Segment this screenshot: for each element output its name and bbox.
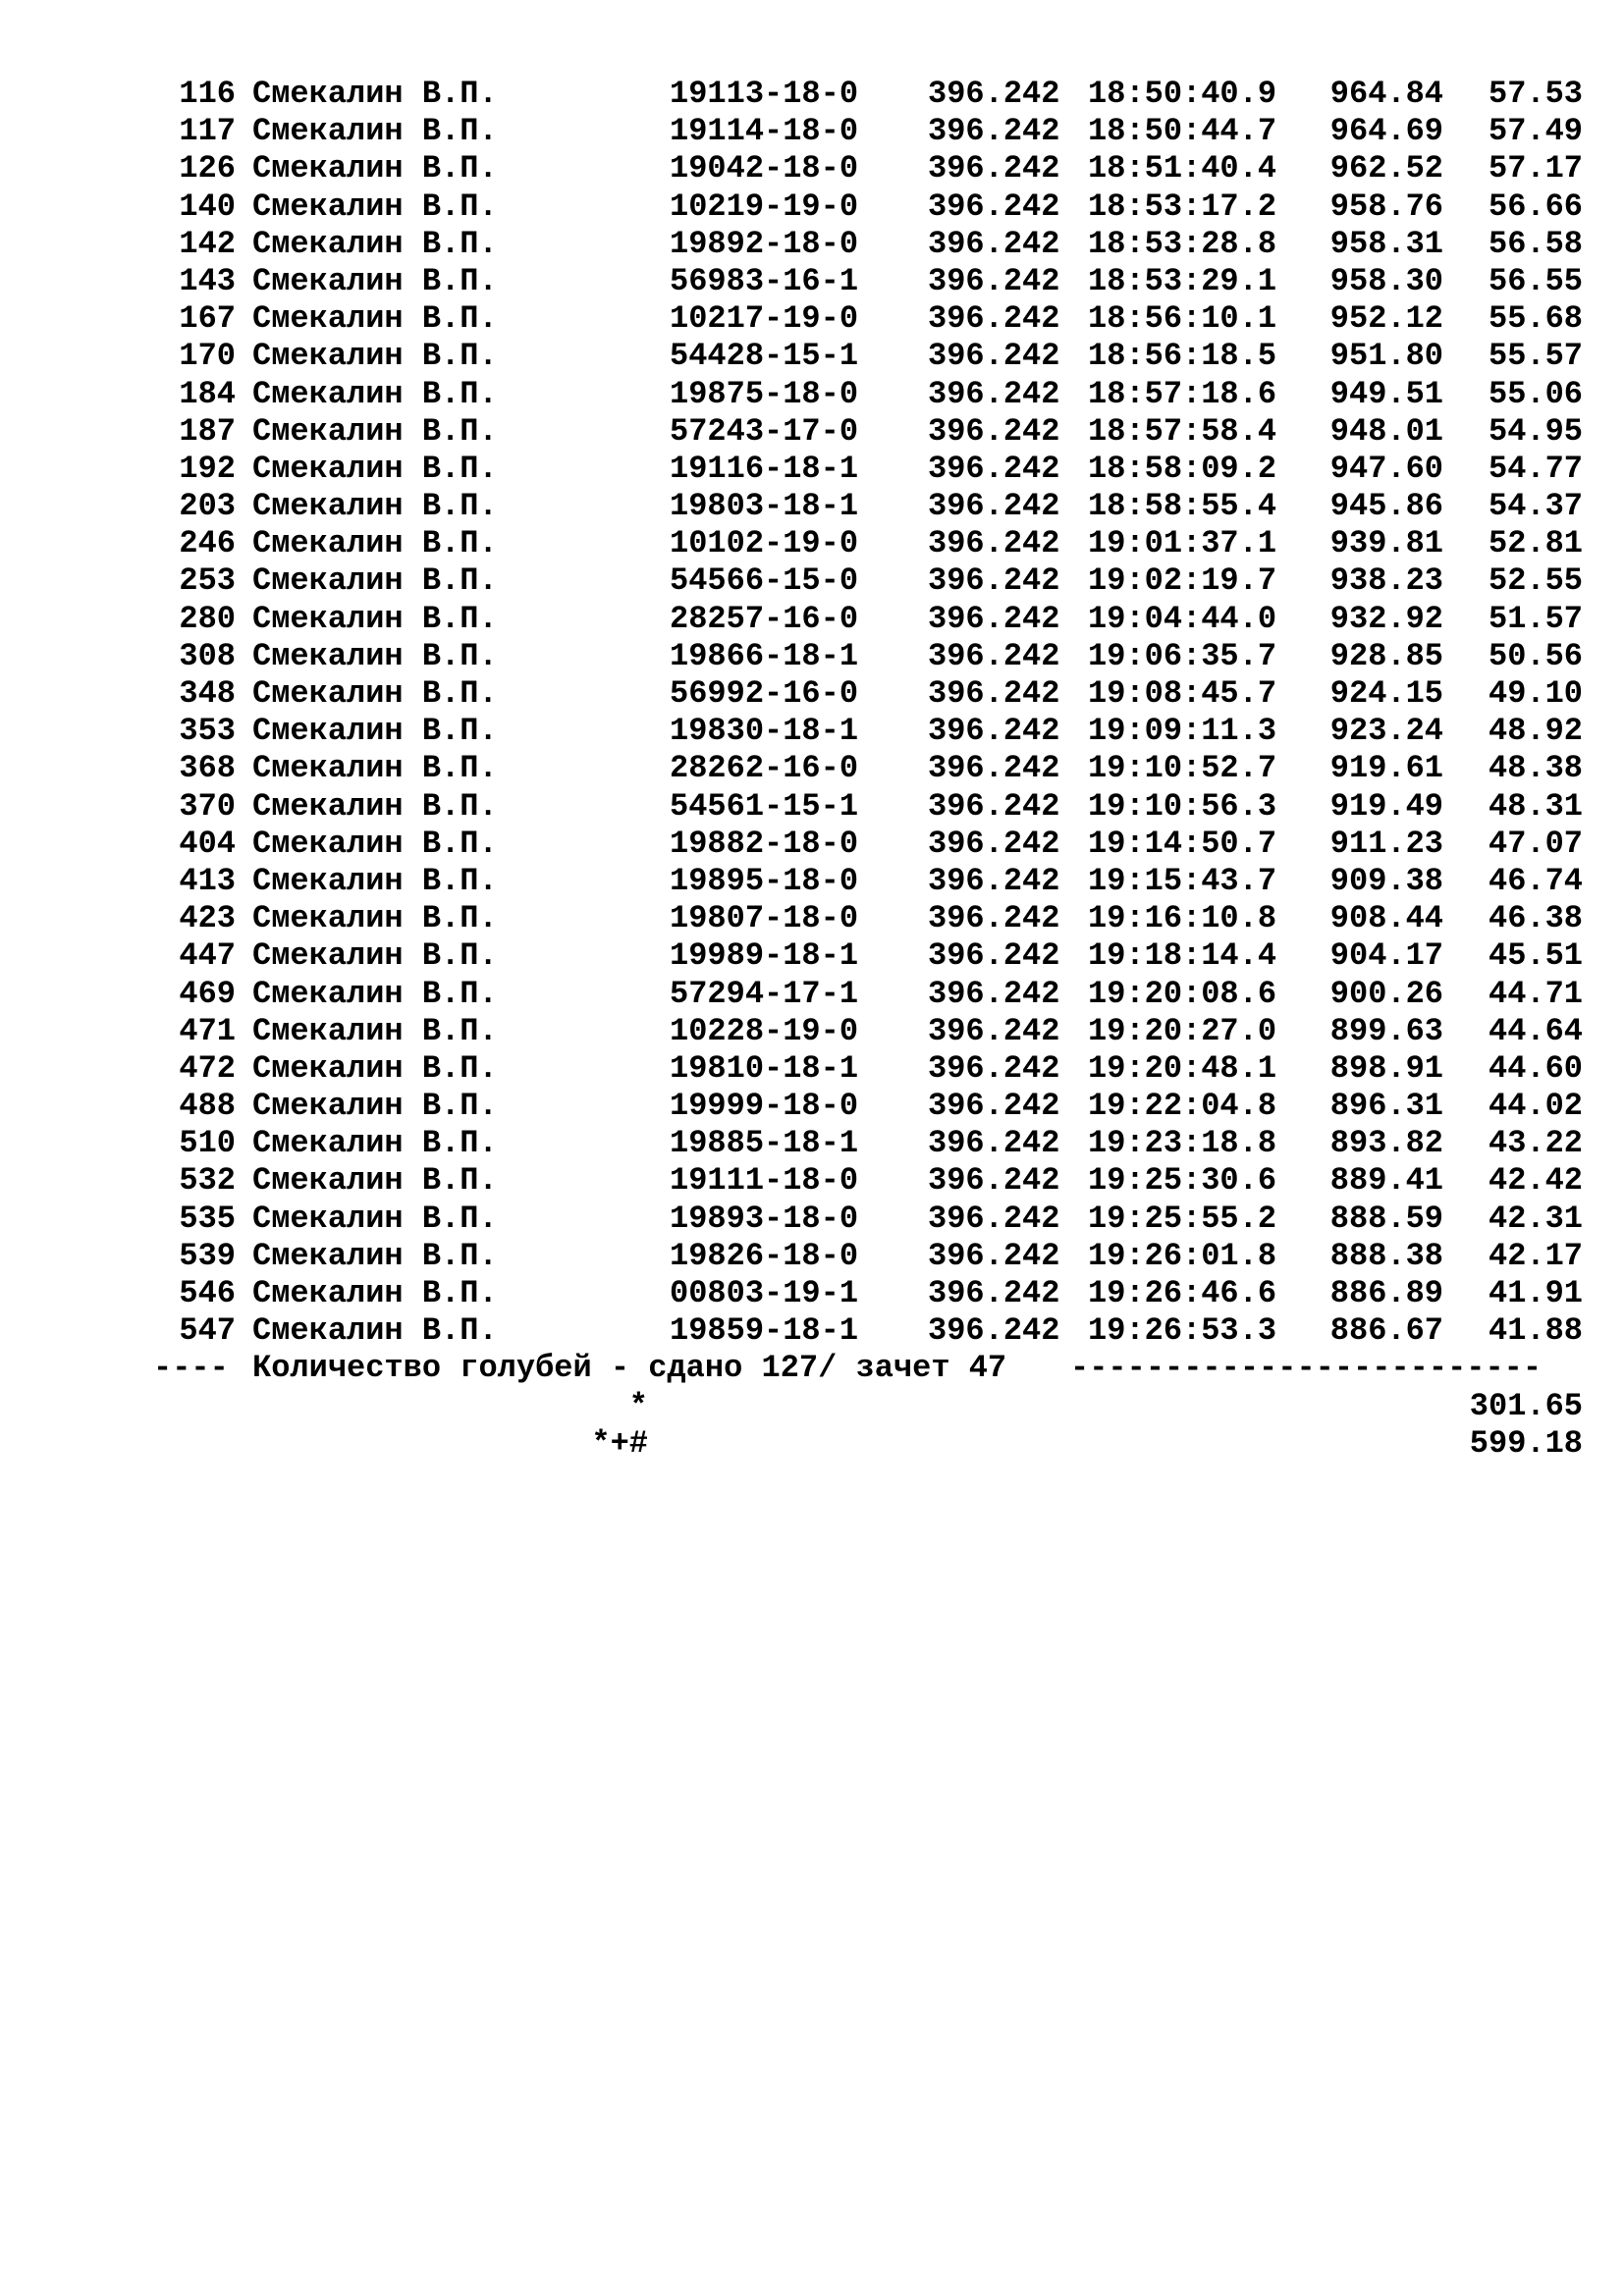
- arrival-time-cell: 19:23:18.8: [1088, 1125, 1277, 1162]
- result-row: [0, 300, 1624, 338]
- distance-cell: 396.242: [928, 375, 1060, 412]
- name-cell: Смекалин В.П.: [252, 675, 498, 712]
- points-cell: 48.31: [1488, 787, 1583, 825]
- arrival-time-cell: 19:18:14.4: [1088, 937, 1277, 975]
- distance-cell: 396.242: [928, 600, 1060, 637]
- name-cell: Смекалин В.П.: [252, 1125, 498, 1162]
- name-cell: Смекалин В.П.: [252, 825, 498, 862]
- name-cell: Смекалин В.П.: [252, 187, 498, 225]
- arrival-time-cell: 19:25:55.2: [1088, 1200, 1277, 1237]
- name-cell: Смекалин В.П.: [252, 787, 498, 825]
- points-cell: 48.92: [1488, 713, 1583, 750]
- points-cell: 55.06: [1488, 375, 1583, 412]
- arrival-time-cell: 18:58:55.4: [1088, 488, 1277, 525]
- arrival-time-cell: 18:57:18.6: [1088, 375, 1277, 412]
- place-cell: 488: [179, 1088, 236, 1125]
- place-cell: 246: [179, 525, 236, 562]
- total-mark: *: [628, 1387, 648, 1424]
- result-row: [0, 1125, 1624, 1162]
- ring-number-cell: 19803-18-1: [670, 488, 859, 525]
- place-cell: 471: [179, 1012, 236, 1049]
- name-cell: Смекалин В.П.: [252, 713, 498, 750]
- name-cell: Смекалин В.П.: [252, 750, 498, 787]
- name-cell: Смекалин В.П.: [252, 600, 498, 637]
- result-row: [0, 525, 1624, 562]
- name-cell: Смекалин В.П.: [252, 262, 498, 299]
- summary-line: [0, 1350, 1624, 1387]
- speed-cell: 889.41: [1329, 1162, 1443, 1200]
- ring-number-cell: 54566-15-0: [670, 562, 859, 600]
- result-row: [0, 1013, 1624, 1050]
- name-cell: Смекалин В.П.: [252, 450, 498, 487]
- arrival-time-cell: 19:01:37.1: [1088, 525, 1277, 562]
- distance-cell: 396.242: [928, 750, 1060, 787]
- distance-cell: 396.242: [928, 1012, 1060, 1049]
- distance-cell: 396.242: [928, 637, 1060, 674]
- distance-cell: 396.242: [928, 113, 1060, 150]
- points-cell: 46.38: [1488, 900, 1583, 937]
- arrival-time-cell: 19:14:50.7: [1088, 825, 1277, 862]
- ring-number-cell: 10219-19-0: [670, 187, 859, 225]
- ring-number-cell: 19989-18-1: [670, 937, 859, 975]
- result-row: [0, 562, 1624, 600]
- speed-cell: 939.81: [1329, 525, 1443, 562]
- total-row: [0, 1425, 1624, 1463]
- ring-number-cell: 57243-17-0: [670, 412, 859, 450]
- ring-number-cell: 56983-16-1: [670, 262, 859, 299]
- distance-cell: 396.242: [928, 1162, 1060, 1200]
- result-row: [0, 76, 1624, 113]
- arrival-time-cell: 19:26:01.8: [1088, 1237, 1277, 1274]
- result-row: [0, 863, 1624, 900]
- distance-cell: 396.242: [928, 187, 1060, 225]
- arrival-time-cell: 19:20:27.0: [1088, 1012, 1277, 1049]
- points-cell: 51.57: [1488, 600, 1583, 637]
- result-row: [0, 1050, 1624, 1088]
- place-cell: 370: [179, 787, 236, 825]
- ring-number-cell: 19826-18-0: [670, 1237, 859, 1274]
- points-cell: 49.10: [1488, 675, 1583, 712]
- arrival-time-cell: 18:50:44.7: [1088, 113, 1277, 150]
- summary-text: Количество голубей - сдано 127/ зачет 47: [252, 1350, 1007, 1387]
- speed-cell: 962.52: [1329, 150, 1443, 187]
- points-cell: 44.64: [1488, 1012, 1583, 1049]
- name-cell: Смекалин В.П.: [252, 375, 498, 412]
- arrival-time-cell: 19:20:08.6: [1088, 975, 1277, 1012]
- place-cell: 116: [179, 76, 236, 112]
- points-cell: 52.81: [1488, 525, 1583, 562]
- speed-cell: 893.82: [1329, 1125, 1443, 1162]
- arrival-time-cell: 18:58:09.2: [1088, 450, 1277, 487]
- arrival-time-cell: 18:53:17.2: [1088, 187, 1277, 225]
- name-cell: Смекалин В.П.: [252, 1088, 498, 1125]
- place-cell: 184: [179, 375, 236, 412]
- name-cell: Смекалин В.П.: [252, 525, 498, 562]
- ring-number-cell: 19114-18-0: [670, 113, 859, 150]
- ring-number-cell: 19999-18-0: [670, 1088, 859, 1125]
- speed-cell: 904.17: [1329, 937, 1443, 975]
- result-row: [0, 937, 1624, 975]
- distance-cell: 396.242: [928, 338, 1060, 375]
- points-cell: 57.53: [1488, 76, 1583, 112]
- points-cell: 52.55: [1488, 562, 1583, 600]
- arrival-time-cell: 19:08:45.7: [1088, 675, 1277, 712]
- distance-cell: 396.242: [928, 1088, 1060, 1125]
- ring-number-cell: 19892-18-0: [670, 225, 859, 262]
- points-cell: 54.37: [1488, 488, 1583, 525]
- result-row: [0, 1312, 1624, 1350]
- points-cell: 55.57: [1488, 338, 1583, 375]
- result-row: [0, 1238, 1624, 1275]
- arrival-time-cell: 19:06:35.7: [1088, 637, 1277, 674]
- ring-number-cell: 10217-19-0: [670, 300, 859, 338]
- place-cell: 469: [179, 975, 236, 1012]
- arrival-time-cell: 19:10:52.7: [1088, 750, 1277, 787]
- total-value: 599.18: [1469, 1424, 1583, 1462]
- result-row: [0, 976, 1624, 1013]
- ring-number-cell: 54561-15-1: [670, 787, 859, 825]
- speed-cell: 952.12: [1329, 300, 1443, 338]
- name-cell: Смекалин В.П.: [252, 338, 498, 375]
- place-cell: 510: [179, 1125, 236, 1162]
- distance-cell: 396.242: [928, 975, 1060, 1012]
- arrival-time-cell: 19:16:10.8: [1088, 900, 1277, 937]
- place-cell: 308: [179, 637, 236, 674]
- name-cell: Смекалин В.П.: [252, 862, 498, 899]
- place-cell: 368: [179, 750, 236, 787]
- result-row: [0, 1162, 1624, 1200]
- result-row: [0, 750, 1624, 787]
- distance-cell: 396.242: [928, 150, 1060, 187]
- result-row: [0, 413, 1624, 451]
- place-cell: 348: [179, 675, 236, 712]
- ring-number-cell: 19885-18-1: [670, 1125, 859, 1162]
- place-cell: 280: [179, 600, 236, 637]
- name-cell: Смекалин В.П.: [252, 1200, 498, 1237]
- name-cell: Смекалин В.П.: [252, 1012, 498, 1049]
- ring-number-cell: 19116-18-1: [670, 450, 859, 487]
- distance-cell: 396.242: [928, 412, 1060, 450]
- ring-number-cell: 54428-15-1: [670, 338, 859, 375]
- name-cell: Смекалин В.П.: [252, 900, 498, 937]
- speed-cell: 900.26: [1329, 975, 1443, 1012]
- speed-cell: 951.80: [1329, 338, 1443, 375]
- name-cell: Смекалин В.П.: [252, 1049, 498, 1087]
- distance-cell: 396.242: [928, 825, 1060, 862]
- total-row: [0, 1388, 1624, 1425]
- points-cell: 50.56: [1488, 637, 1583, 674]
- result-row: [0, 488, 1624, 525]
- result-row: [0, 675, 1624, 713]
- place-cell: 547: [179, 1312, 236, 1350]
- total-value: 301.65: [1469, 1387, 1583, 1424]
- ring-number-cell: 19807-18-0: [670, 900, 859, 937]
- place-cell: 187: [179, 412, 236, 450]
- ring-number-cell: 19830-18-1: [670, 713, 859, 750]
- distance-cell: 396.242: [928, 225, 1060, 262]
- arrival-time-cell: 19:26:46.6: [1088, 1275, 1277, 1311]
- place-cell: 143: [179, 262, 236, 299]
- speed-cell: 899.63: [1329, 1012, 1443, 1049]
- name-cell: Смекалин В.П.: [252, 1275, 498, 1311]
- name-cell: Смекалин В.П.: [252, 300, 498, 338]
- place-cell: 539: [179, 1237, 236, 1274]
- distance-cell: 396.242: [928, 300, 1060, 338]
- name-cell: Смекалин В.П.: [252, 562, 498, 600]
- ring-number-cell: 19875-18-0: [670, 375, 859, 412]
- speed-cell: 898.91: [1329, 1049, 1443, 1087]
- distance-cell: 396.242: [928, 937, 1060, 975]
- name-cell: Смекалин В.П.: [252, 937, 498, 975]
- place-cell: 413: [179, 862, 236, 899]
- speed-cell: 945.86: [1329, 488, 1443, 525]
- points-cell: 42.31: [1488, 1200, 1583, 1237]
- ring-number-cell: 28257-16-0: [670, 600, 859, 637]
- result-row: [0, 788, 1624, 826]
- result-row: [0, 150, 1624, 187]
- speed-cell: 888.59: [1329, 1200, 1443, 1237]
- arrival-time-cell: 18:56:10.1: [1088, 300, 1277, 338]
- speed-cell: 938.23: [1329, 562, 1443, 600]
- points-cell: 43.22: [1488, 1125, 1583, 1162]
- ring-number-cell: 19882-18-0: [670, 825, 859, 862]
- speed-cell: 964.84: [1329, 76, 1443, 112]
- distance-cell: 396.242: [928, 525, 1060, 562]
- place-cell: 447: [179, 937, 236, 975]
- points-cell: 41.91: [1488, 1275, 1583, 1311]
- result-row: [0, 601, 1624, 638]
- total-mark: *+#: [591, 1424, 648, 1462]
- arrival-time-cell: 19:10:56.3: [1088, 787, 1277, 825]
- name-cell: Смекалин В.П.: [252, 975, 498, 1012]
- arrival-time-cell: 19:20:48.1: [1088, 1049, 1277, 1087]
- speed-cell: 909.38: [1329, 862, 1443, 899]
- arrival-time-cell: 18:56:18.5: [1088, 338, 1277, 375]
- name-cell: Смекалин В.П.: [252, 1312, 498, 1350]
- speed-cell: 964.69: [1329, 113, 1443, 150]
- ring-number-cell: 19810-18-1: [670, 1049, 859, 1087]
- distance-cell: 396.242: [928, 262, 1060, 299]
- name-cell: Смекалин В.П.: [252, 113, 498, 150]
- arrival-time-cell: 19:15:43.7: [1088, 862, 1277, 899]
- name-cell: Смекалин В.П.: [252, 412, 498, 450]
- place-cell: 170: [179, 338, 236, 375]
- points-cell: 48.38: [1488, 750, 1583, 787]
- arrival-time-cell: 19:04:44.0: [1088, 600, 1277, 637]
- name-cell: Смекалин В.П.: [252, 225, 498, 262]
- place-cell: 472: [179, 1049, 236, 1087]
- ring-number-cell: 19893-18-0: [670, 1200, 859, 1237]
- result-row: [0, 900, 1624, 937]
- speed-cell: 896.31: [1329, 1088, 1443, 1125]
- distance-cell: 396.242: [928, 1049, 1060, 1087]
- name-cell: Смекалин В.П.: [252, 637, 498, 674]
- points-cell: 57.49: [1488, 113, 1583, 150]
- speed-cell: 911.23: [1329, 825, 1443, 862]
- summary-dash-left: ----: [153, 1350, 229, 1387]
- summary-dash-right: -------------------------: [1070, 1350, 1543, 1387]
- arrival-time-cell: 18:50:40.9: [1088, 76, 1277, 112]
- distance-cell: 396.242: [928, 862, 1060, 899]
- points-cell: 57.17: [1488, 150, 1583, 187]
- results-table: [0, 76, 1624, 1463]
- ring-number-cell: 57294-17-1: [670, 975, 859, 1012]
- distance-cell: 396.242: [928, 562, 1060, 600]
- points-cell: 44.02: [1488, 1088, 1583, 1125]
- ring-number-cell: 10102-19-0: [670, 525, 859, 562]
- points-cell: 47.07: [1488, 825, 1583, 862]
- place-cell: 192: [179, 450, 236, 487]
- place-cell: 142: [179, 225, 236, 262]
- points-cell: 42.42: [1488, 1162, 1583, 1200]
- arrival-time-cell: 18:53:29.1: [1088, 262, 1277, 299]
- speed-cell: 932.92: [1329, 600, 1443, 637]
- distance-cell: 396.242: [928, 1125, 1060, 1162]
- arrival-time-cell: 19:26:53.3: [1088, 1312, 1277, 1350]
- points-cell: 44.60: [1488, 1049, 1583, 1087]
- result-row: [0, 188, 1624, 226]
- points-cell: 56.58: [1488, 225, 1583, 262]
- result-row: [0, 713, 1624, 750]
- result-row: [0, 1275, 1624, 1312]
- name-cell: Смекалин В.П.: [252, 1162, 498, 1200]
- speed-cell: 949.51: [1329, 375, 1443, 412]
- speed-cell: 919.49: [1329, 787, 1443, 825]
- points-cell: 55.68: [1488, 300, 1583, 338]
- place-cell: 203: [179, 488, 236, 525]
- place-cell: 167: [179, 300, 236, 338]
- speed-cell: 888.38: [1329, 1237, 1443, 1274]
- ring-number-cell: 19866-18-1: [670, 637, 859, 674]
- ring-number-cell: 19895-18-0: [670, 862, 859, 899]
- arrival-time-cell: 19:25:30.6: [1088, 1162, 1277, 1200]
- result-row: [0, 1088, 1624, 1125]
- points-cell: 45.51: [1488, 937, 1583, 975]
- place-cell: 532: [179, 1162, 236, 1200]
- speed-cell: 908.44: [1329, 900, 1443, 937]
- ring-number-cell: 19111-18-0: [670, 1162, 859, 1200]
- distance-cell: 396.242: [928, 1237, 1060, 1274]
- points-cell: 56.55: [1488, 262, 1583, 299]
- points-cell: 42.17: [1488, 1237, 1583, 1274]
- ring-number-cell: 28262-16-0: [670, 750, 859, 787]
- name-cell: Смекалин В.П.: [252, 150, 498, 187]
- ring-number-cell: 19113-18-0: [670, 76, 859, 112]
- distance-cell: 396.242: [928, 713, 1060, 750]
- result-row: [0, 638, 1624, 675]
- ring-number-cell: 19859-18-1: [670, 1312, 859, 1350]
- place-cell: 353: [179, 713, 236, 750]
- arrival-time-cell: 19:22:04.8: [1088, 1088, 1277, 1125]
- arrival-time-cell: 18:53:28.8: [1088, 225, 1277, 262]
- result-row: [0, 263, 1624, 300]
- points-cell: 44.71: [1488, 975, 1583, 1012]
- place-cell: 404: [179, 825, 236, 862]
- result-row: [0, 1201, 1624, 1238]
- arrival-time-cell: 18:51:40.4: [1088, 150, 1277, 187]
- speed-cell: 947.60: [1329, 450, 1443, 487]
- distance-cell: 396.242: [928, 675, 1060, 712]
- place-cell: 535: [179, 1200, 236, 1237]
- points-cell: 54.77: [1488, 450, 1583, 487]
- result-row: [0, 113, 1624, 150]
- speed-cell: 919.61: [1329, 750, 1443, 787]
- distance-cell: 396.242: [928, 787, 1060, 825]
- place-cell: 423: [179, 900, 236, 937]
- points-cell: 41.88: [1488, 1312, 1583, 1350]
- speed-cell: 958.31: [1329, 225, 1443, 262]
- result-row: [0, 451, 1624, 488]
- distance-cell: 396.242: [928, 488, 1060, 525]
- arrival-time-cell: 19:09:11.3: [1088, 713, 1277, 750]
- distance-cell: 396.242: [928, 900, 1060, 937]
- speed-cell: 886.67: [1329, 1312, 1443, 1350]
- place-cell: 117: [179, 113, 236, 150]
- distance-cell: 396.242: [928, 1200, 1060, 1237]
- result-row: [0, 338, 1624, 375]
- result-row: [0, 826, 1624, 863]
- arrival-time-cell: 18:57:58.4: [1088, 412, 1277, 450]
- name-cell: Смекалин В.П.: [252, 76, 498, 112]
- result-row: [0, 226, 1624, 263]
- speed-cell: 948.01: [1329, 412, 1443, 450]
- place-cell: 140: [179, 187, 236, 225]
- distance-cell: 396.242: [928, 450, 1060, 487]
- name-cell: Смекалин В.П.: [252, 1237, 498, 1274]
- place-cell: 253: [179, 562, 236, 600]
- distance-cell: 396.242: [928, 1275, 1060, 1311]
- ring-number-cell: 10228-19-0: [670, 1012, 859, 1049]
- place-cell: 546: [179, 1275, 236, 1311]
- points-cell: 46.74: [1488, 862, 1583, 899]
- speed-cell: 924.15: [1329, 675, 1443, 712]
- speed-cell: 928.85: [1329, 637, 1443, 674]
- distance-cell: 396.242: [928, 76, 1060, 112]
- ring-number-cell: 56992-16-0: [670, 675, 859, 712]
- result-row: [0, 376, 1624, 413]
- speed-cell: 886.89: [1329, 1275, 1443, 1311]
- speed-cell: 923.24: [1329, 713, 1443, 750]
- ring-number-cell: 19042-18-0: [670, 150, 859, 187]
- name-cell: Смекалин В.П.: [252, 488, 498, 525]
- points-cell: 54.95: [1488, 412, 1583, 450]
- speed-cell: 958.30: [1329, 262, 1443, 299]
- speed-cell: 958.76: [1329, 187, 1443, 225]
- ring-number-cell: 00803-19-1: [670, 1275, 859, 1311]
- points-cell: 56.66: [1488, 187, 1583, 225]
- distance-cell: 396.242: [928, 1312, 1060, 1350]
- place-cell: 126: [179, 150, 236, 187]
- arrival-time-cell: 19:02:19.7: [1088, 562, 1277, 600]
